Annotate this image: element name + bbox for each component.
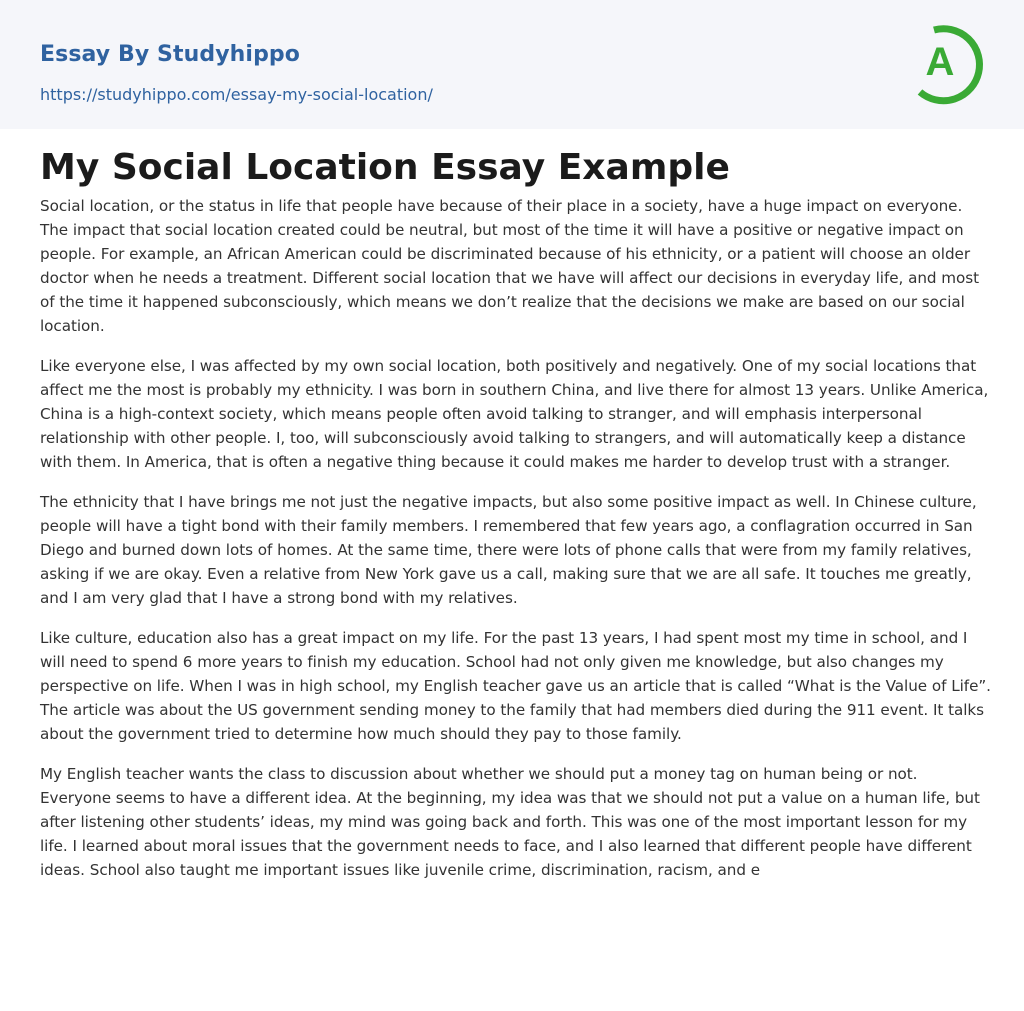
essay-paragraph: The ethnicity that I have brings me not just the negative impacts, but also some positive impact as well. In Chinese culture, people will have a tight bond with their family members. I remembered that few years ago, a conflagration occurred in San Diego and burned down lots of homes. At the same time, there were lots of phone calls that were from my family relatives, asking if we are okay. Even a relative from New York gave us a call, making sure that we are all safe. It touches me greatly, and I am very glad that I have a strong bond with my relatives. xyxy=(40,493,977,607)
essay-paragraph: Like culture, education also has a great impact on my life. For the past 13 years, I had spent most my time in school, and I will need to spend 6 more years to finish my education. School had not only given me knowledge, but also changes my perspective on life. When I was in high school, my English teacher gave us an article that is called “What is the Value of Life”. The article was about the US government sending money to the family that had members died during the 911 event. It talks about the government tried to determine how much should they pay to those family. xyxy=(40,629,991,743)
logo-letter: A xyxy=(925,40,955,84)
essay-paragraph: Like everyone else, I was affected by my own social location, both positively and negatively. One of my social locations that affect me the most is probably my ethnicity. I was born in southern China, and live there for almost 13 years. Unlike America, China is a high-context society, which means people often avoid talking to stranger, and will emphasis interpersonal relationship with other people. I, too, will subconsciously avoid talking to strangers, and will automatically keep a distance with them. In America, that is often a negative thing because it could makes me harder to develop trust with a stranger. xyxy=(40,357,989,471)
site-name[interactable]: Essay By Studyhippo xyxy=(40,42,300,67)
essay-paragraph: My English teacher wants the class to discussion about whether we should put a money tag on human being or not. Everyone seems to have a different idea. At the beginning, my idea was that we should not put a value on a human life, but after listening other students’ ideas, my mind was going back and forth. This was one of the most important lesson for my life. I learned about moral issues that the government needs to face, and I also learned that different people have different ideas. School also taught me important issues like juvenile crime, discrimination, racism, and e xyxy=(40,765,980,879)
essay-paragraph: Social location, or the status in life that people have because of their place in a society, have a huge impact on everyone. The impact that social location created could be neutral, but most of the time it will have a positive or negative impact on people. For example, an African American could be discriminated because of his ethnicity, or a patient will choose an older doctor when he needs a treatment. Different social location that we have will affect our decisions in everyday life, and most of the time it happened subconsciously, which means we don’t realize that the decisions we make are based on our social location. xyxy=(40,197,980,335)
essay-body xyxy=(40,194,992,898)
source-url-link[interactable]: https://studyhippo.com/essay-my-social-location/ xyxy=(40,85,433,104)
page-title: My Social Location Essay Example xyxy=(40,147,730,188)
studyhippo-logo-icon[interactable] xyxy=(912,18,988,106)
